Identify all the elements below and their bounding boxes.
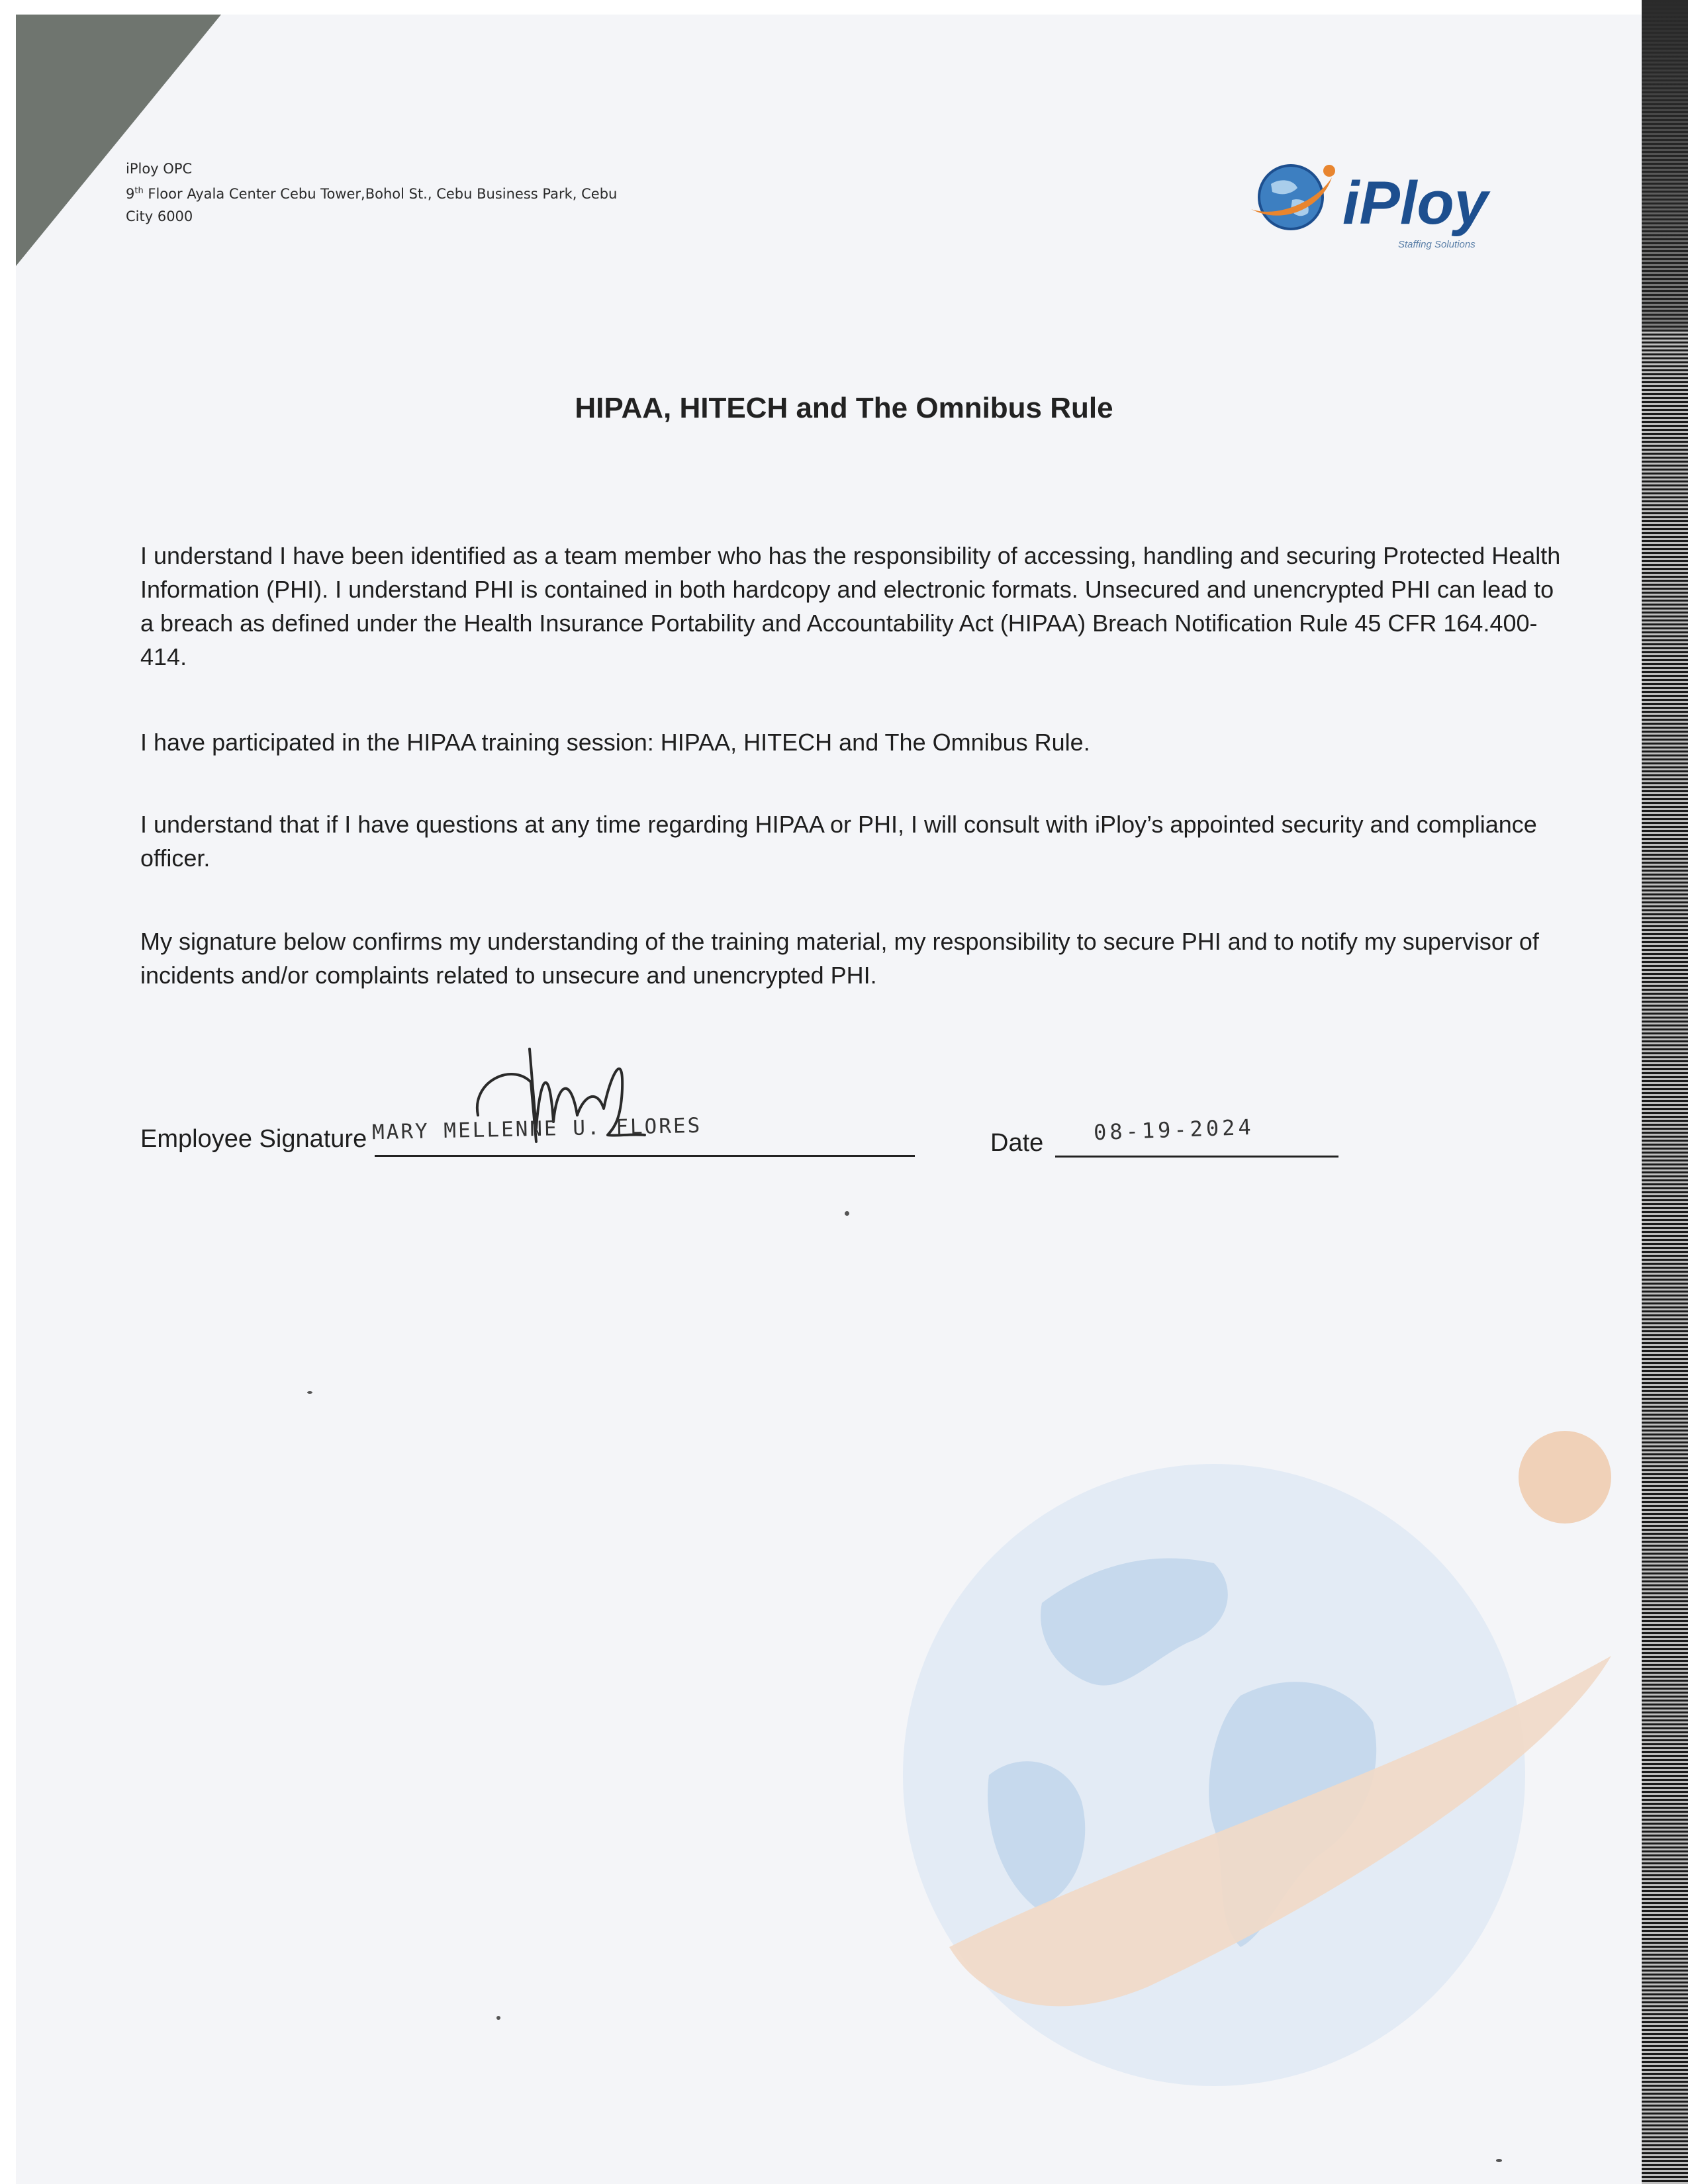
logo-tagline: Staffing Solutions bbox=[1398, 239, 1476, 250]
employee-signature-label: Employee Signature bbox=[140, 1125, 367, 1153]
scanned-page bbox=[16, 15, 1642, 2184]
paragraph-training-session: I have participated in the HIPAA training session: HIPAA, HITECH and The Omnibus Rule. bbox=[140, 729, 1090, 756]
company-name: iPloy OPC bbox=[126, 161, 193, 177]
signed-date: 08-19-2024 bbox=[1093, 1114, 1255, 1146]
company-address bbox=[126, 158, 617, 228]
scan-speck bbox=[1496, 2159, 1502, 2162]
folded-corner bbox=[16, 15, 221, 266]
date-label: Date bbox=[990, 1129, 1044, 1157]
date-line bbox=[1055, 1156, 1338, 1158]
scan-speck bbox=[307, 1391, 312, 1394]
logo-globe-icon bbox=[1251, 165, 1335, 229]
printed-employee-name: MARY MELLENNE U. FLORES bbox=[371, 1113, 702, 1145]
iploy-logo bbox=[1244, 158, 1509, 257]
paragraph-signature-confirmation: My signature below confirms my understanding of the training material, my responsibility to secure PHI and to notify my supervisor of incidents and/or complaints related to unsecure and unencrypted PHI. bbox=[140, 928, 1539, 989]
scan-speck bbox=[845, 1211, 849, 1216]
paragraph-questions: I understand that if I have questions at any time regarding HIPAA or PHI, I will consult with iPloy’s appointed security and compliance officer. bbox=[140, 811, 1537, 872]
scan-speck bbox=[496, 2016, 500, 2020]
globe-watermark-icon bbox=[870, 1351, 1642, 2146]
paragraph-phi-responsibility: I understand I have been identified as a team member who has the responsibility of accessing, handling and securing Protected Health Information (PHI). I understand PHI is contained in both hardcopy and electronic formats. Unsecured and unencrypted PHI can lead to a breach as defined under the Health Insurance Portability and Accountability Act (HIPAA) Breach Notification Rule 45 CFR 164.400-414. bbox=[140, 542, 1561, 670]
address-line-2: City 6000 bbox=[126, 208, 193, 224]
document-title: HIPAA, HITECH and The Omnibus Rule bbox=[575, 392, 1113, 424]
signature-line bbox=[375, 1155, 915, 1157]
logo-brand-text: iPloy bbox=[1342, 169, 1488, 237]
address-line-1: 9th Floor Ayala Center Cebu Tower,Bohol St., Cebu Business Park, Cebu bbox=[126, 186, 618, 202]
scanner-edge-shadow bbox=[1642, 0, 1688, 331]
